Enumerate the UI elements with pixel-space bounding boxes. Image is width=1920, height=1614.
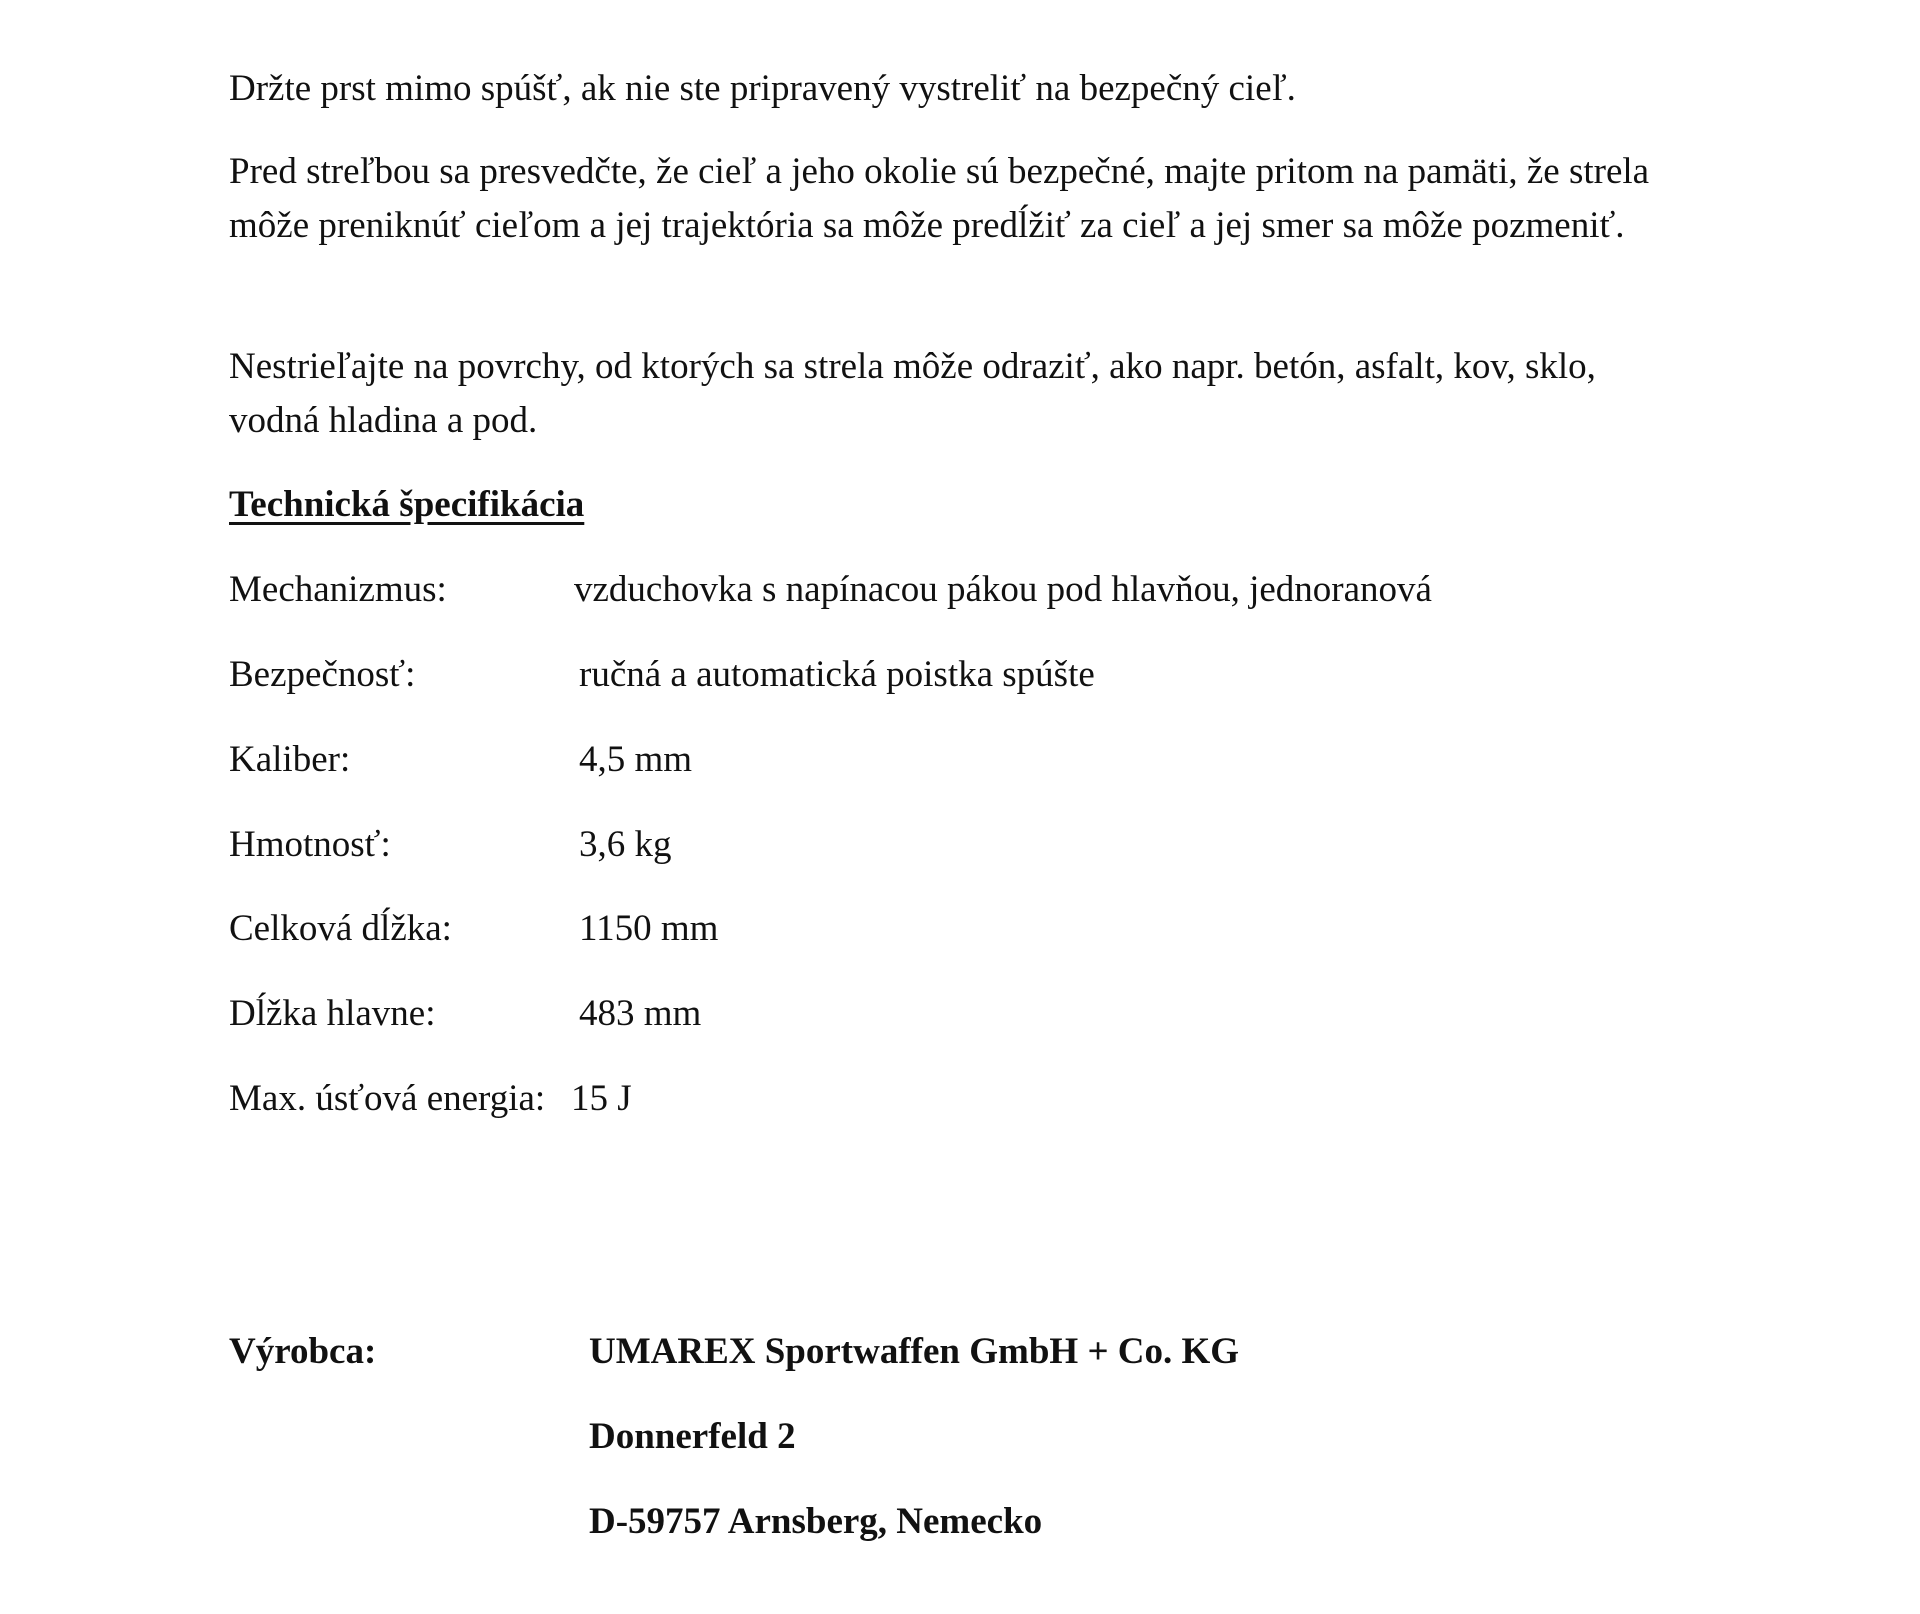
spec-label-barrel-length: Dĺžka hlavne: <box>229 993 436 1034</box>
spec-value-weight: 3,6 kg <box>579 824 672 865</box>
manufacturer-label: Výrobca: <box>229 1331 377 1372</box>
spec-label-total-length: Celková dĺžka: <box>229 908 452 949</box>
spec-label-muzzle-energy: Max. úsťová energia: <box>229 1078 546 1119</box>
spec-label-caliber: Kaliber: <box>229 739 351 780</box>
safety-paragraph-target: Pred streľbou sa presvedčte, že cieľ a jeho okolie sú bezpečné, majte pritom na pamäti, že strela môže preniknúť cieľom a jej trajektória sa môže predĺžiť za cieľ a jej smer sa môže pozmeniť. <box>229 151 1650 246</box>
spec-value-mechanism: vzduchovka s napínacou pákou pod hlavňou, jednoranová <box>574 569 1432 610</box>
spec-value-muzzle-energy: 15 J <box>571 1078 632 1119</box>
spec-value-safety: ručná a automatická poistka spúšte <box>579 654 1095 695</box>
spec-value-caliber: 4,5 mm <box>579 739 693 780</box>
manufacturer-street: Donnerfeld 2 <box>589 1416 796 1457</box>
manufacturer-name: UMAREX Sportwaffen GmbH + Co. KG <box>589 1331 1240 1372</box>
spec-heading: Technická špecifikácia <box>229 484 585 525</box>
manufacturer-city: D-59757 Arnsberg, Nemecko <box>589 1501 1043 1542</box>
spec-value-barrel-length: 483 mm <box>579 993 702 1034</box>
safety-paragraph-trigger: Držte prst mimo spúšť, ak nie ste pripravený vystreliť na bezpečný cieľ. <box>229 68 1296 109</box>
spec-value-total-length: 1150 mm <box>579 908 719 949</box>
spec-label-mechanism: Mechanizmus: <box>229 569 447 610</box>
spec-label-weight: Hmotnosť: <box>229 824 391 865</box>
safety-paragraph-ricochet: Nestrieľajte na povrchy, od ktorých sa strela môže odraziť, ako napr. betón, asfalt, kov, sklo, vodná hladina a pod. <box>229 346 1596 441</box>
spec-label-safety: Bezpečnosť: <box>229 654 416 695</box>
